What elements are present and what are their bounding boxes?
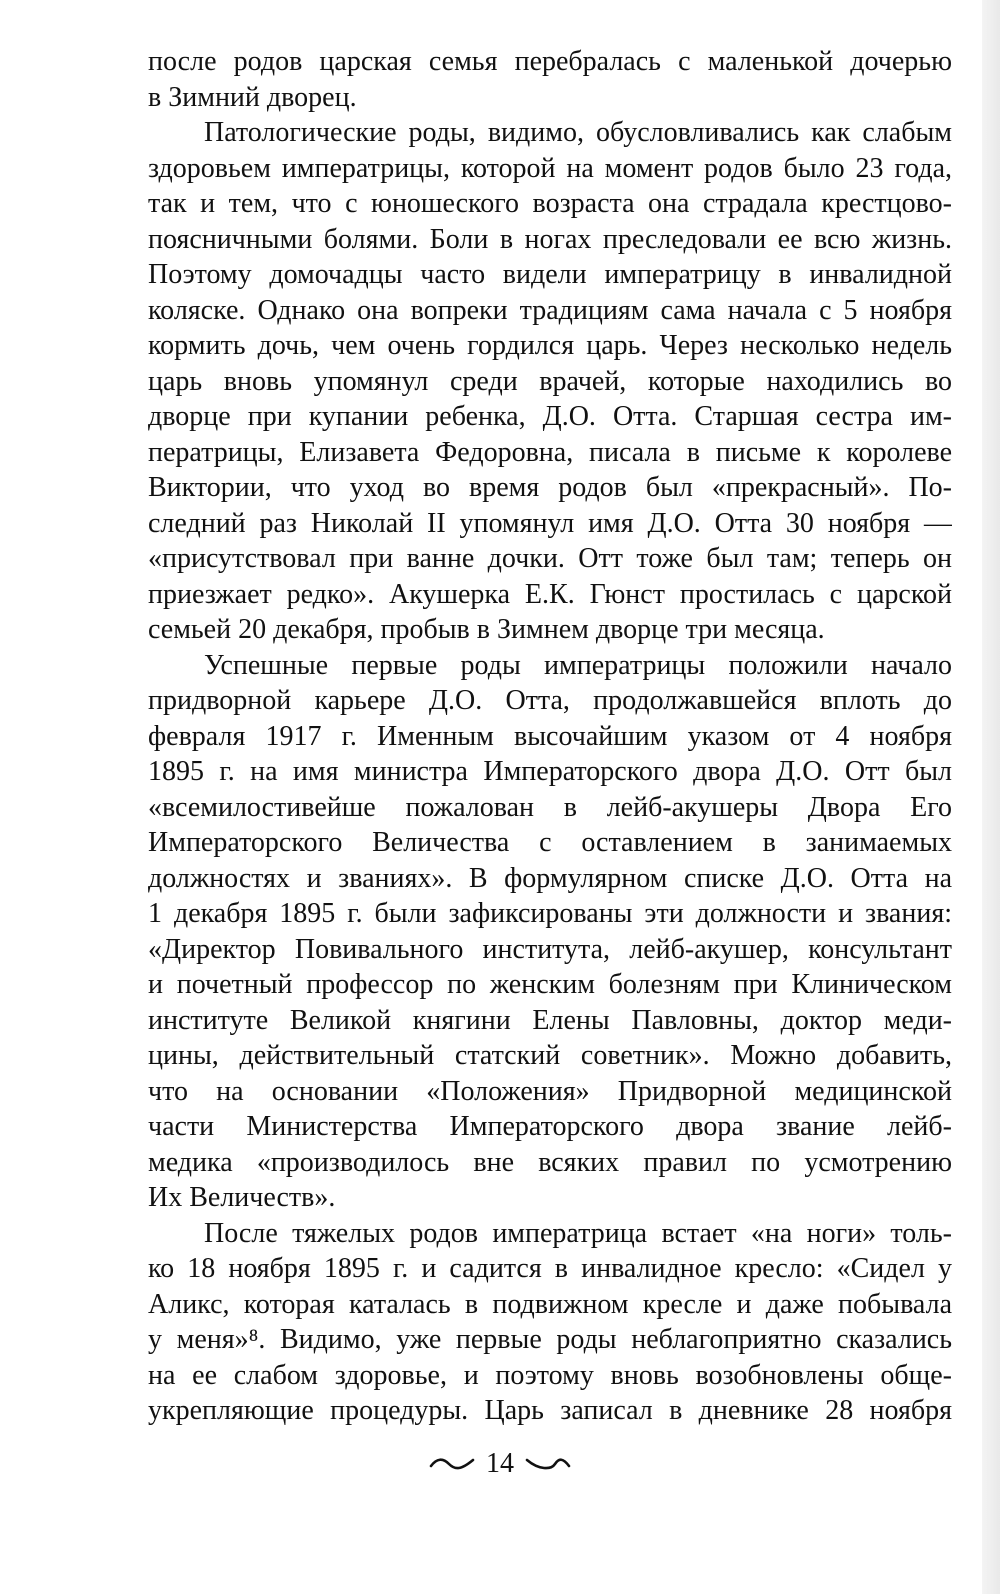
text-line: институте Великой княгини Елены Павловны, доктор меди- [148,1004,952,1036]
text-line: После тяжелых родов императрица встает «на ноги» толь- [204,1217,952,1249]
text-line: дворце при купании ребенка, Д.О. Отта. Старшая сестра им- [148,401,952,432]
text-line: так и тем, что с юношеского возраста она страдала крестцово- [148,188,952,219]
text-line: после родов царская семья перебралась с маленькой дочерью [148,46,952,77]
text-line: февраля 1917 г. Именным высочайшим указом от 4 ноября [148,720,952,752]
text-line: в Зимний дворец. [148,81,357,113]
text-line: укрепляющие процедуры. Царь записал в дневнике 28 ноября [148,1395,952,1426]
page-footer [0,1446,1000,1480]
page-edge-shadow [982,0,1000,1594]
text-line: ператрицы, Елизавета Федоровна, писала в письме к королеве [148,436,952,468]
text-line: следний раз Николай II упомянул имя Д.О. Отта 30 ноября — [148,507,952,539]
page-number: 14 [486,1447,514,1479]
text-line: Поэтому домочадцы часто видели императрицу в инвалидной [148,259,952,290]
text-line: на ее слабом здоровье, и поэтому вновь возобновлены обще- [148,1359,952,1391]
body-text [148,44,952,1429]
text-line: поясничными болями. Боли в ногах преследовали ее всю жизнь. [148,223,952,255]
paragraph-2 [148,115,952,648]
text-line: «присутствовал при ванне дочки. Отт тоже был там; теперь он [148,543,952,574]
left-ornament-icon [429,1456,475,1472]
paragraph-1 [148,44,952,115]
text-line: цины, действительный статский советник». Можно добавить, [148,1040,952,1071]
text-line: Патологические роды, видимо, обусловливались как слабым [204,117,952,148]
text-line: 1895 г. на имя министра Императорского двора Д.О. Отт был [148,756,952,787]
text-line: Аликс, которая каталась в подвижном кресле и даже побывала [148,1288,952,1320]
text-line: 1 декабря 1895 г. были зафиксированы эти должности и звания: [148,898,952,929]
text-line: приезжает редко». Акушерка Е.К. Гюнст простилась с царской [148,578,952,610]
text-line: у меня»⁸. Видимо, уже первые роды неблагоприятно сказались [148,1324,952,1355]
text-line: медика «производилось вне всяких правил по усмотрению [148,1146,952,1178]
text-line: «Директор Повивального института, лейб-акушер, консультант [148,933,952,965]
text-line: здоровьем императрицы, которой на момент родов было 23 года, [148,152,952,184]
text-line: семьей 20 декабря, пробыв в Зимнем дворце три месяца. [148,614,825,645]
paragraph-3 [148,648,952,1216]
text-line: кормить дочь, чем очень гордился царь. Через несколько недель [148,330,952,361]
text-line: Императорского Величества с оставлением в занимаемых [148,827,952,858]
text-line: части Министерства Императорского двора звание лейб- [148,1111,952,1142]
text-line: ко 18 ноября 1895 г. и садится в инвалидное кресло: «Сидел у [148,1253,952,1284]
text-line: Успешные первые роды императрицы положили начало [204,649,952,681]
text-line: «всемилостивейше пожалован в лейб-акушеры Двора Его [148,791,952,823]
text-line: Виктории, что уход во время родов был «прекрасный». По- [148,472,952,503]
text-line: царь вновь упомянул среди врачей, которые находились во [148,365,952,397]
paragraph-4 [148,1216,952,1429]
right-ornament-icon [525,1456,571,1472]
text-line: придворной карьере Д.О. Отта, продолжавшейся вплоть до [148,685,952,716]
text-line: коляске. Однако она вопреки традициям сама начала с 5 ноября [148,294,952,326]
text-line: должностях и званиях». В формулярном списке Д.О. Отта на [148,862,952,894]
text-line: что на основании «Положения» Придворной медицинской [148,1075,952,1107]
text-line: и почетный профессор по женским болезням при Клиническом [148,969,952,1000]
text-line: Их Величеств». [148,1182,336,1213]
